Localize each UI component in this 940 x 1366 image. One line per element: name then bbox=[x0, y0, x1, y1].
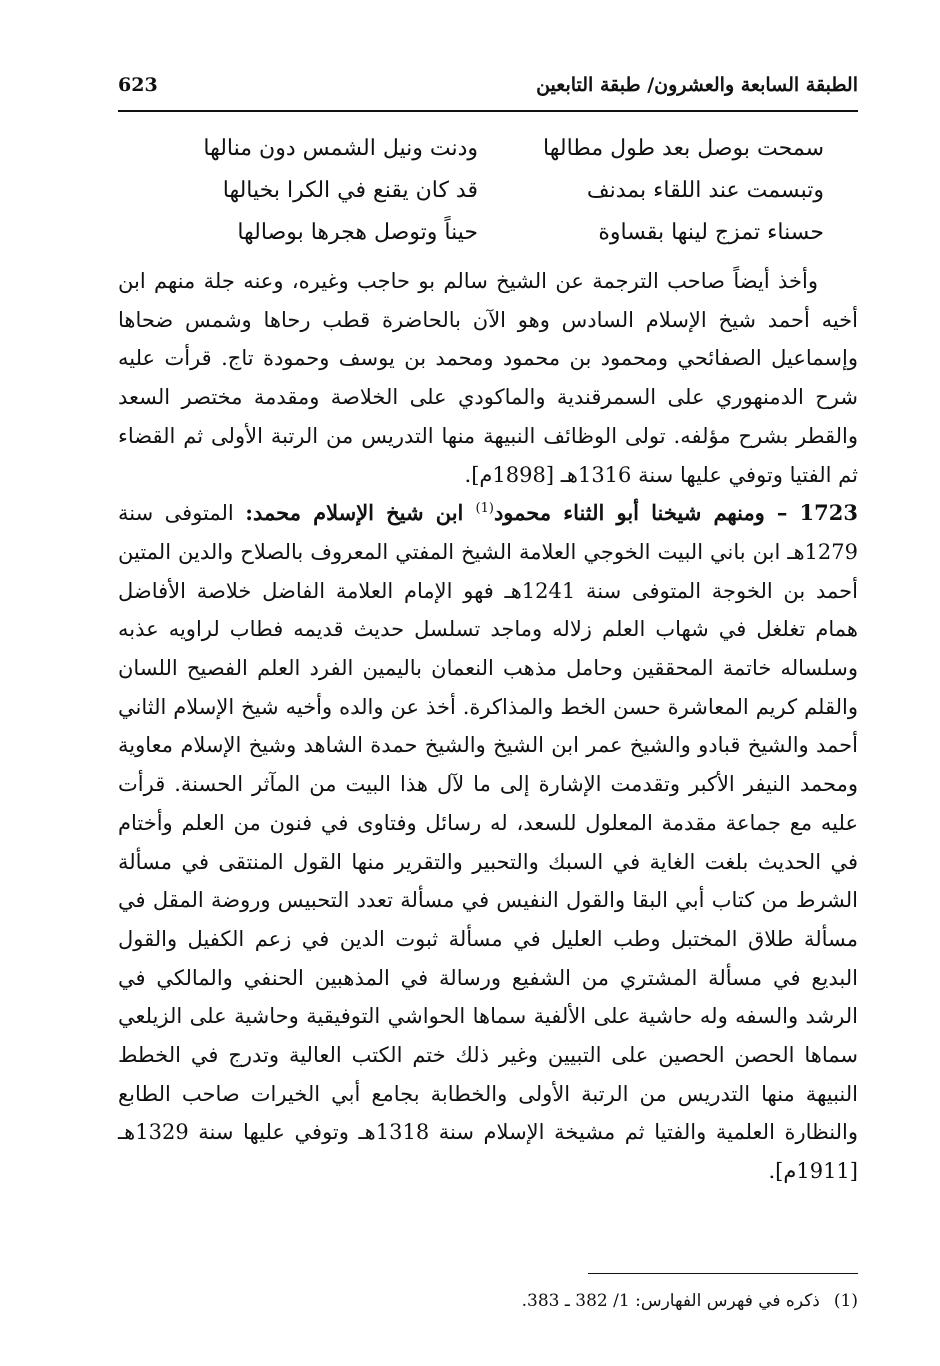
verse-first-hemistich: حسناء تمزج لينها بقساوة bbox=[598, 220, 824, 245]
page-number: 623 bbox=[118, 74, 158, 96]
poem bbox=[118, 128, 858, 254]
verse-second-hemistich: ودنت ونيل الشمس دون منالها bbox=[203, 136, 478, 161]
verse bbox=[118, 212, 858, 254]
footnote-marker: (1) bbox=[833, 1291, 858, 1311]
entry-text: المتوفى سنة 1279هـ ابن باني البيت الخوجي العلامة الشيخ المفتي المعروف بالصلاح والدين المتين أحمد بن الخوجة المتوفى سنة 1241هـ فهو الإمام العلامة الفاضل خلاصة الأفاضل همام تغلغل في شهاب العلم زلاله وماجد تسلسل حديث قديمه فطاب لراويه عذبه وسلساله خاتمة المحققين وحامل مذهب النعمان باليمين الفرد العلم الفصيح اللسان والقلم كريم المعاشرة حسن الخط والمذاكرة. أخذ عن والده وأخيه شيخ الإسلام الثاني أحمد والشيخ قبادو والشيخ عمر ابن الشيخ والشيخ حمدة الشاهد وشيخ الإسلام معاوية ومحمد النيفر الأكبر وتقدمت الإشارة إلى ما لآل هذا البيت من المآثر الحسنة. قرأت عليه مع جماعة مقدمة المعلول للسعد، له رسائل وفتاوى في فنون من العلم وأختام في الحديث بلغت الغاية في السبك والتحبير والتقرير منها القول المنتقى في مسألة الشرط من كتاب أبي البقا والقول النفيس في مسألة تعدد التحبيس وروضة المقل في مسألة طلاق المختبل وطب العليل في مسألة ثبوت الدين في زعم الكفيل والقول البديع في مسألة المشتري من الشفيع ورسالة في المذهبين الحنفي والمالكي في الرشد والسفه وله حاشية على الألفية سماها الحواشي التوفيقية وحاشية على الزيلعي سماها الحصن الحصين على التبيين وغير ذلك ختم الكتب العالية وتدرج في الخطط النبيهة منها التدريس من الرتبة الأولى والخطابة بجامع أبي الخيرات صاحب الطابع والنظارة العلمية والفتيا ثم مشيخة الإسلام سنة 1318هـ وتوفي عليها سنة 1329هـ [1911م]. bbox=[118, 501, 858, 1184]
footnote-rule bbox=[588, 1273, 858, 1274]
verse-second-hemistich: حيناً وتوصل هجرها بوصالها bbox=[237, 220, 478, 245]
verse-second-hemistich: قد كان يقنع في الكرا بخيالها bbox=[222, 178, 478, 203]
header-rule bbox=[118, 110, 858, 112]
body-text bbox=[118, 262, 858, 1191]
footnote-reference[interactable]: (1) bbox=[475, 501, 494, 517]
entry-dash: – bbox=[764, 500, 800, 526]
verse bbox=[118, 170, 858, 212]
paragraph: وأخذ أيضاً صاحب الترجمة عن الشيخ سالم بو حاجب وغيره، وعنه جلة منهم ابن أخيه أحمد شيخ الإسلام السادس وهو الآن بالحاضرة قطب رحاها وشمس ضحاها وإسماعيل الصفائحي ومحمود بن محمود ومحمد بن يوسف وحمودة تاج. قرأت عليه شرح الدمنهوري على السمرقندية والماكودي على الخلاصة ومقدمة مختصر السعد والقطر بشرح مؤلفه. تولى الوظائف النبيهة منها التدريس من الرتبة الأولى ثم القضاء ثم الفتيا وتوفي عليها سنة 1316هـ [1898م]. bbox=[118, 269, 858, 487]
biography-entry bbox=[118, 494, 858, 1191]
verse bbox=[118, 128, 858, 170]
footnote-text: ذكره في فهرس الفهارس: 1/ 382 ـ 383. bbox=[521, 1291, 820, 1311]
verse-first-hemistich: سمحت بوصل بعد طول مطالها bbox=[543, 136, 824, 161]
running-title: الطبقة السابعة والعشرون/ طبقة التابعين bbox=[536, 74, 858, 96]
entry-heading-tail: ابن شيخ الإسلام محمد: bbox=[245, 500, 476, 526]
footnote bbox=[118, 1288, 858, 1314]
running-header bbox=[118, 70, 858, 106]
verse-first-hemistich: وتبسمت عند اللقاء بمدنف bbox=[586, 178, 824, 203]
entry-heading: ومنهم شيخنا أبو الثناء محمود bbox=[493, 500, 765, 526]
entry-number: 1723 bbox=[799, 500, 858, 526]
